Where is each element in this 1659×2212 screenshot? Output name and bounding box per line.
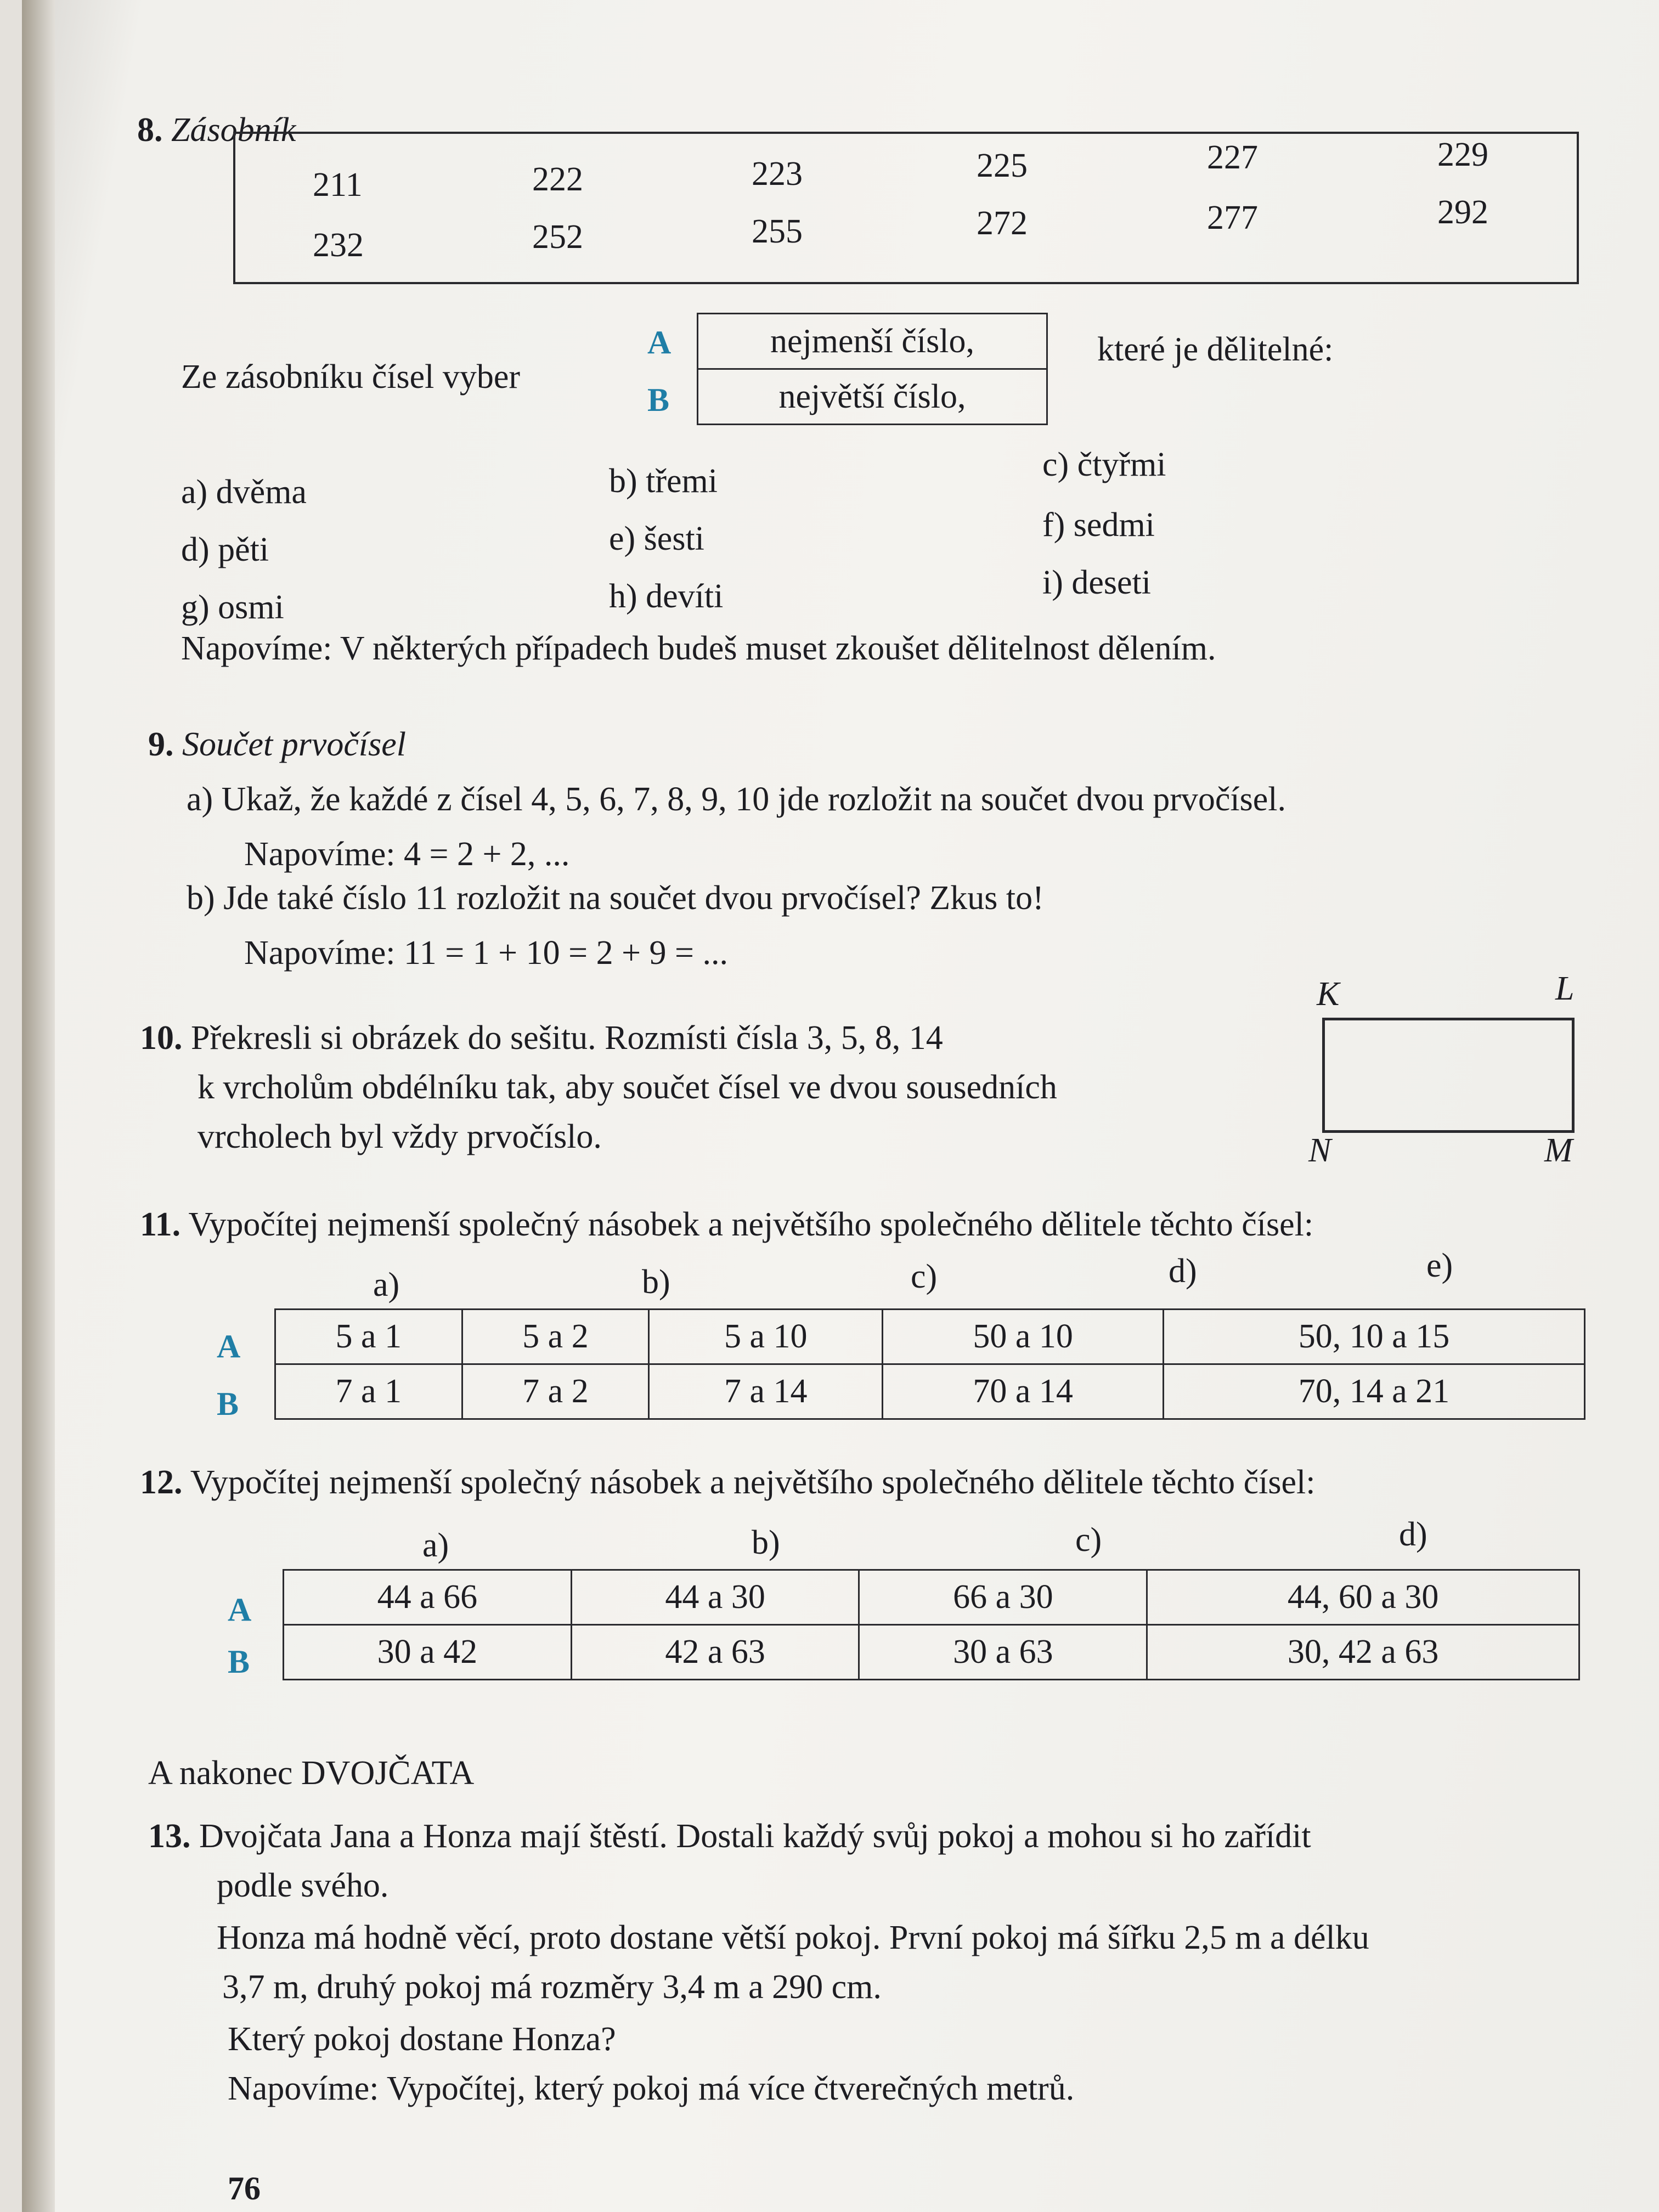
exercise-13-line: Který pokoj dostane Honza? <box>228 2021 616 2058</box>
table-cell: 30 a 42 <box>284 1625 572 1680</box>
table-cell: 66 a 30 <box>859 1570 1147 1625</box>
list-item <box>609 518 704 559</box>
exercise-text: Překresli si obrázek do sešitu. Rozmísti čísla 3, 5, 8, 14 <box>191 1019 943 1057</box>
column-label: e) <box>1426 1247 1453 1284</box>
column-label: a) <box>373 1266 400 1304</box>
exercise-13-line <box>148 1816 1311 1857</box>
table-cell: 70, 14 a 21 <box>1163 1364 1584 1419</box>
pool-cell: 292 <box>1437 194 1488 231</box>
list-item <box>181 587 284 628</box>
item-text: čtyřmi <box>1077 446 1166 483</box>
row-a-label: A <box>228 1592 252 1628</box>
option-a: nejmenší číslo, <box>698 314 1047 369</box>
textbook-page <box>22 0 1659 2212</box>
option-table <box>697 313 1048 425</box>
exercise-9-part-b <box>187 878 1044 918</box>
exercise-9-hint-b: Napovíme: 11 = 1 + 10 = 2 + 9 = ... <box>244 934 729 972</box>
exercise-8-hint: Napovíme: V některých případech budeš muset zkoušet dělitelnost dělením. <box>181 630 1216 667</box>
exercise-number: 8. <box>137 111 163 149</box>
vertex-m: M <box>1544 1132 1573 1169</box>
column-label: a) <box>422 1527 449 1564</box>
item-label: g) <box>181 589 210 626</box>
column-label: c) <box>1075 1521 1102 1559</box>
exercise-10-line <box>140 1018 943 1058</box>
pool-cell: 227 <box>1207 139 1258 176</box>
item-text: osmi <box>218 589 284 626</box>
table-cell: 30 a 63 <box>859 1625 1147 1680</box>
pool-cell: 252 <box>532 218 583 256</box>
pool-intro: Ze zásobníku čísel vyber <box>181 358 521 396</box>
exercise-9-heading <box>148 724 406 765</box>
table-cell: 5 a 1 <box>275 1310 462 1364</box>
item-label: e) <box>609 520 636 557</box>
option-b-letter: B <box>647 382 670 418</box>
column-label: b) <box>752 1524 780 1561</box>
pool-cell: 277 <box>1207 199 1258 236</box>
exercise-number: 9. <box>148 726 174 763</box>
table-cell: 7 a 2 <box>462 1364 649 1419</box>
pool-cell: 223 <box>752 155 803 193</box>
exercise-number: 12. <box>140 1464 183 1501</box>
table-cell: 7 a 1 <box>275 1364 462 1419</box>
list-item <box>1042 444 1166 485</box>
list-item <box>1042 562 1151 603</box>
table-cell: 50, 10 a 15 <box>1163 1310 1584 1364</box>
column-label: b) <box>642 1263 670 1301</box>
list-item <box>181 529 269 570</box>
divisible-text: které je dělitelné: <box>1097 331 1334 368</box>
table-cell: 44 a 30 <box>571 1570 859 1625</box>
item-label: d) <box>181 531 210 568</box>
exercise-11-table <box>274 1308 1585 1420</box>
item-text: pěti <box>218 531 269 568</box>
exercise-10-line: k vrcholům obdélníku tak, aby součet čísel ve dvou sousedních <box>198 1069 1057 1106</box>
item-text: devíti <box>646 578 724 615</box>
item-label: b) <box>609 462 637 500</box>
exercise-number: 11. <box>140 1206 181 1243</box>
table-cell: 7 a 14 <box>649 1364 883 1419</box>
table-cell: 44 a 66 <box>284 1570 572 1625</box>
pool-cell: 229 <box>1437 136 1488 173</box>
exercise-title: Součet prvočísel <box>182 726 407 763</box>
exercise-number: 13. <box>148 1818 191 1855</box>
row-a-label: A <box>217 1328 241 1364</box>
pool-cell: 211 <box>313 166 363 204</box>
item-label: f) <box>1042 506 1065 544</box>
part-label: a) <box>187 781 213 818</box>
table-cell: 44, 60 a 30 <box>1147 1570 1579 1625</box>
table-cell: 50 a 10 <box>883 1310 1164 1364</box>
pool-cell: 222 <box>532 161 583 198</box>
vertex-n: N <box>1308 1132 1331 1169</box>
exercise-9-hint-a: Napovíme: 4 = 2 + 2, ... <box>244 836 570 873</box>
exercise-13-line: 3,7 m, druhý pokoj má rozměry 3,4 m a 290 cm. <box>222 1968 882 2006</box>
table-row <box>275 1310 1585 1364</box>
exercise-title: Zásobník <box>171 111 296 149</box>
rectangle-klmn <box>1322 1018 1575 1133</box>
column-label: c) <box>911 1258 938 1295</box>
row-b-label: B <box>217 1386 239 1422</box>
exercise-text: Dvojčata Jana a Honza mají štěstí. Dostali každý svůj pokoj a mohou si ho zařídit <box>199 1818 1311 1855</box>
exercise-10-line: vrcholech byl vždy prvočíslo. <box>198 1118 602 1155</box>
exercise-13-hint: Napovíme: Vypočítej, který pokoj má více čtverečných metrů. <box>228 2070 1075 2107</box>
exercise-13-line: Honza má hodně věcí, proto dostane větší pokoj. První pokoj má šířku 2,5 m a délku <box>217 1919 1369 1956</box>
list-item <box>1042 505 1155 545</box>
table-cell: 30, 42 a 63 <box>1147 1625 1579 1680</box>
pool-cell: 255 <box>752 213 803 250</box>
exercise-text: Vypočítej nejmenší společný násobek a největšího společného dělitele těchto čísel: <box>188 1206 1314 1243</box>
option-a-letter: A <box>647 324 672 360</box>
pool-cell: 272 <box>977 205 1028 242</box>
part-text: Ukaž, že každé z čísel 4, 5, 6, 7, 8, 9, 10 jde rozložit na součet dvou prvočísel. <box>221 781 1286 818</box>
option-b: největší číslo, <box>698 369 1047 425</box>
part-label: b) <box>187 879 215 917</box>
exercise-11-line <box>140 1204 1313 1245</box>
table-row <box>284 1625 1579 1680</box>
number-pool-box <box>233 132 1579 284</box>
list-item <box>181 472 307 512</box>
table-cell: 42 a 63 <box>571 1625 859 1680</box>
pool-cell: 225 <box>977 147 1028 184</box>
item-label: a) <box>181 473 208 511</box>
list-item <box>609 576 723 617</box>
table-row <box>275 1364 1585 1419</box>
book-spine <box>22 0 55 2212</box>
exercise-number: 10. <box>140 1019 183 1057</box>
page-number: 76 <box>228 2170 261 2207</box>
section-heading: A nakonec DVOJČATA <box>148 1754 475 1792</box>
part-text: Jde také číslo 11 rozložit na součet dvou prvočísel? Zkus to! <box>223 879 1044 917</box>
exercise-9-part-a <box>187 779 1286 820</box>
column-label: d) <box>1169 1252 1197 1290</box>
exercise-12-table <box>283 1569 1580 1680</box>
pool-cell: 232 <box>313 227 364 264</box>
exercise-13-line: podle svého. <box>217 1867 389 1904</box>
table-cell: 5 a 10 <box>649 1310 883 1364</box>
table-cell: 70 a 14 <box>883 1364 1164 1419</box>
item-label: c) <box>1042 446 1069 483</box>
row-b-label: B <box>228 1644 250 1680</box>
table-cell: 5 a 2 <box>462 1310 649 1364</box>
table-row <box>284 1570 1579 1625</box>
exercise-text: Vypočítej nejmenší společný násobek a největšího společného dělitele těchto čísel: <box>190 1464 1316 1501</box>
column-label: d) <box>1399 1516 1427 1553</box>
item-label: h) <box>609 578 637 615</box>
item-text: sedmi <box>1073 506 1155 544</box>
item-text: třemi <box>646 462 718 500</box>
item-text: šesti <box>644 520 704 557</box>
item-text: deseti <box>1071 564 1151 601</box>
vertex-k: K <box>1317 975 1340 1013</box>
item-text: dvěma <box>216 473 307 511</box>
vertex-l: L <box>1555 970 1575 1007</box>
exercise-12-line <box>140 1462 1315 1503</box>
item-label: i) <box>1042 564 1063 601</box>
list-item <box>609 461 718 501</box>
